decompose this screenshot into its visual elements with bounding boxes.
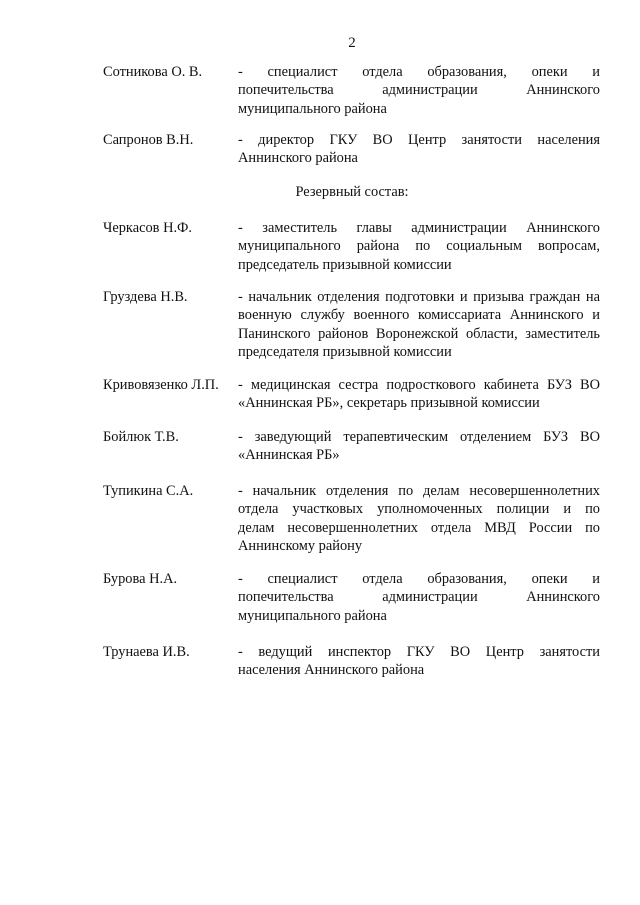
entry-name: Трунаева И.В.: [103, 644, 190, 660]
entry-description: [238, 570, 600, 625]
description-line: Аннинского района: [238, 150, 358, 167]
entry-description: [238, 428, 600, 465]
entry-description: [238, 376, 600, 413]
reserve-heading: Резервный состав:: [295, 184, 409, 200]
entry-name: Бурова Н.А.: [103, 571, 178, 587]
description-line: муниципального района: [238, 100, 387, 117]
description-line: делам несовершеннолетних отдела МВД России по: [238, 519, 600, 536]
description-line: председатель призывной комиссии: [238, 256, 452, 273]
page-number: 2: [348, 35, 356, 51]
description-line: - ведущий инспектор ГКУ ВО Центр занятости: [238, 644, 600, 660]
description-line: населения Аннинского района: [238, 662, 425, 679]
description-line: Аннинскому району: [238, 537, 363, 554]
description-line: - медицинская сестра подросткового кабинета БУЗ ВО: [238, 377, 600, 393]
entry-description: [238, 131, 600, 168]
entry-name: Бойлюк Т.В.: [103, 429, 179, 445]
description-line: военную службу военного комиссариата Аннинского и: [238, 307, 600, 324]
description-line: - заместитель главы администрации Аннинского: [238, 220, 600, 236]
entry-name: Сапронов В.Н.: [103, 132, 194, 148]
description-line: - заведующий терапевтическим отделением БУЗ ВО: [238, 429, 600, 445]
entry-name: Сотникова О. В.: [103, 64, 203, 80]
description-line: «Аннинская РБ», секретарь призывной комиссии: [238, 395, 540, 412]
entry-description: [238, 482, 600, 555]
description-line: председателя призывной комиссии: [238, 343, 452, 360]
entry-name: Груздева Н.В.: [103, 289, 188, 305]
description-line: - специалист отдела образования, опеки и: [238, 64, 600, 80]
description-line: - директор ГКУ ВО Центр занятости населения: [238, 132, 600, 148]
entry-description: [238, 288, 600, 361]
entry-name: Черкасов Н.Ф.: [103, 220, 193, 236]
description-line: Панинского районов Воронежской области, заместитель: [238, 325, 600, 342]
entry-description: [238, 63, 600, 118]
description-line: «Аннинская РБ»: [238, 447, 340, 464]
entry-name: Тупикина С.А.: [103, 483, 194, 499]
description-line: муниципального района: [238, 607, 387, 624]
description-line: - специалист отдела образования, опеки и: [238, 571, 600, 587]
entry-description: [238, 219, 600, 274]
description-line: - начальник отделения по делам несовершеннолетних: [238, 483, 600, 499]
description-line: - начальник отделения подготовки и призыва граждан на: [238, 289, 600, 305]
entry-description: [238, 643, 600, 680]
description-line: отдела участковых уполномоченных полиции и по: [238, 501, 600, 518]
description-line: попечительства администрации Аннинского: [238, 589, 600, 606]
entry-name: Кривовязенко Л.П.: [103, 377, 219, 393]
description-line: попечительства администрации Аннинского: [238, 82, 600, 99]
description-line: муниципального района по социальным вопросам,: [238, 238, 600, 255]
